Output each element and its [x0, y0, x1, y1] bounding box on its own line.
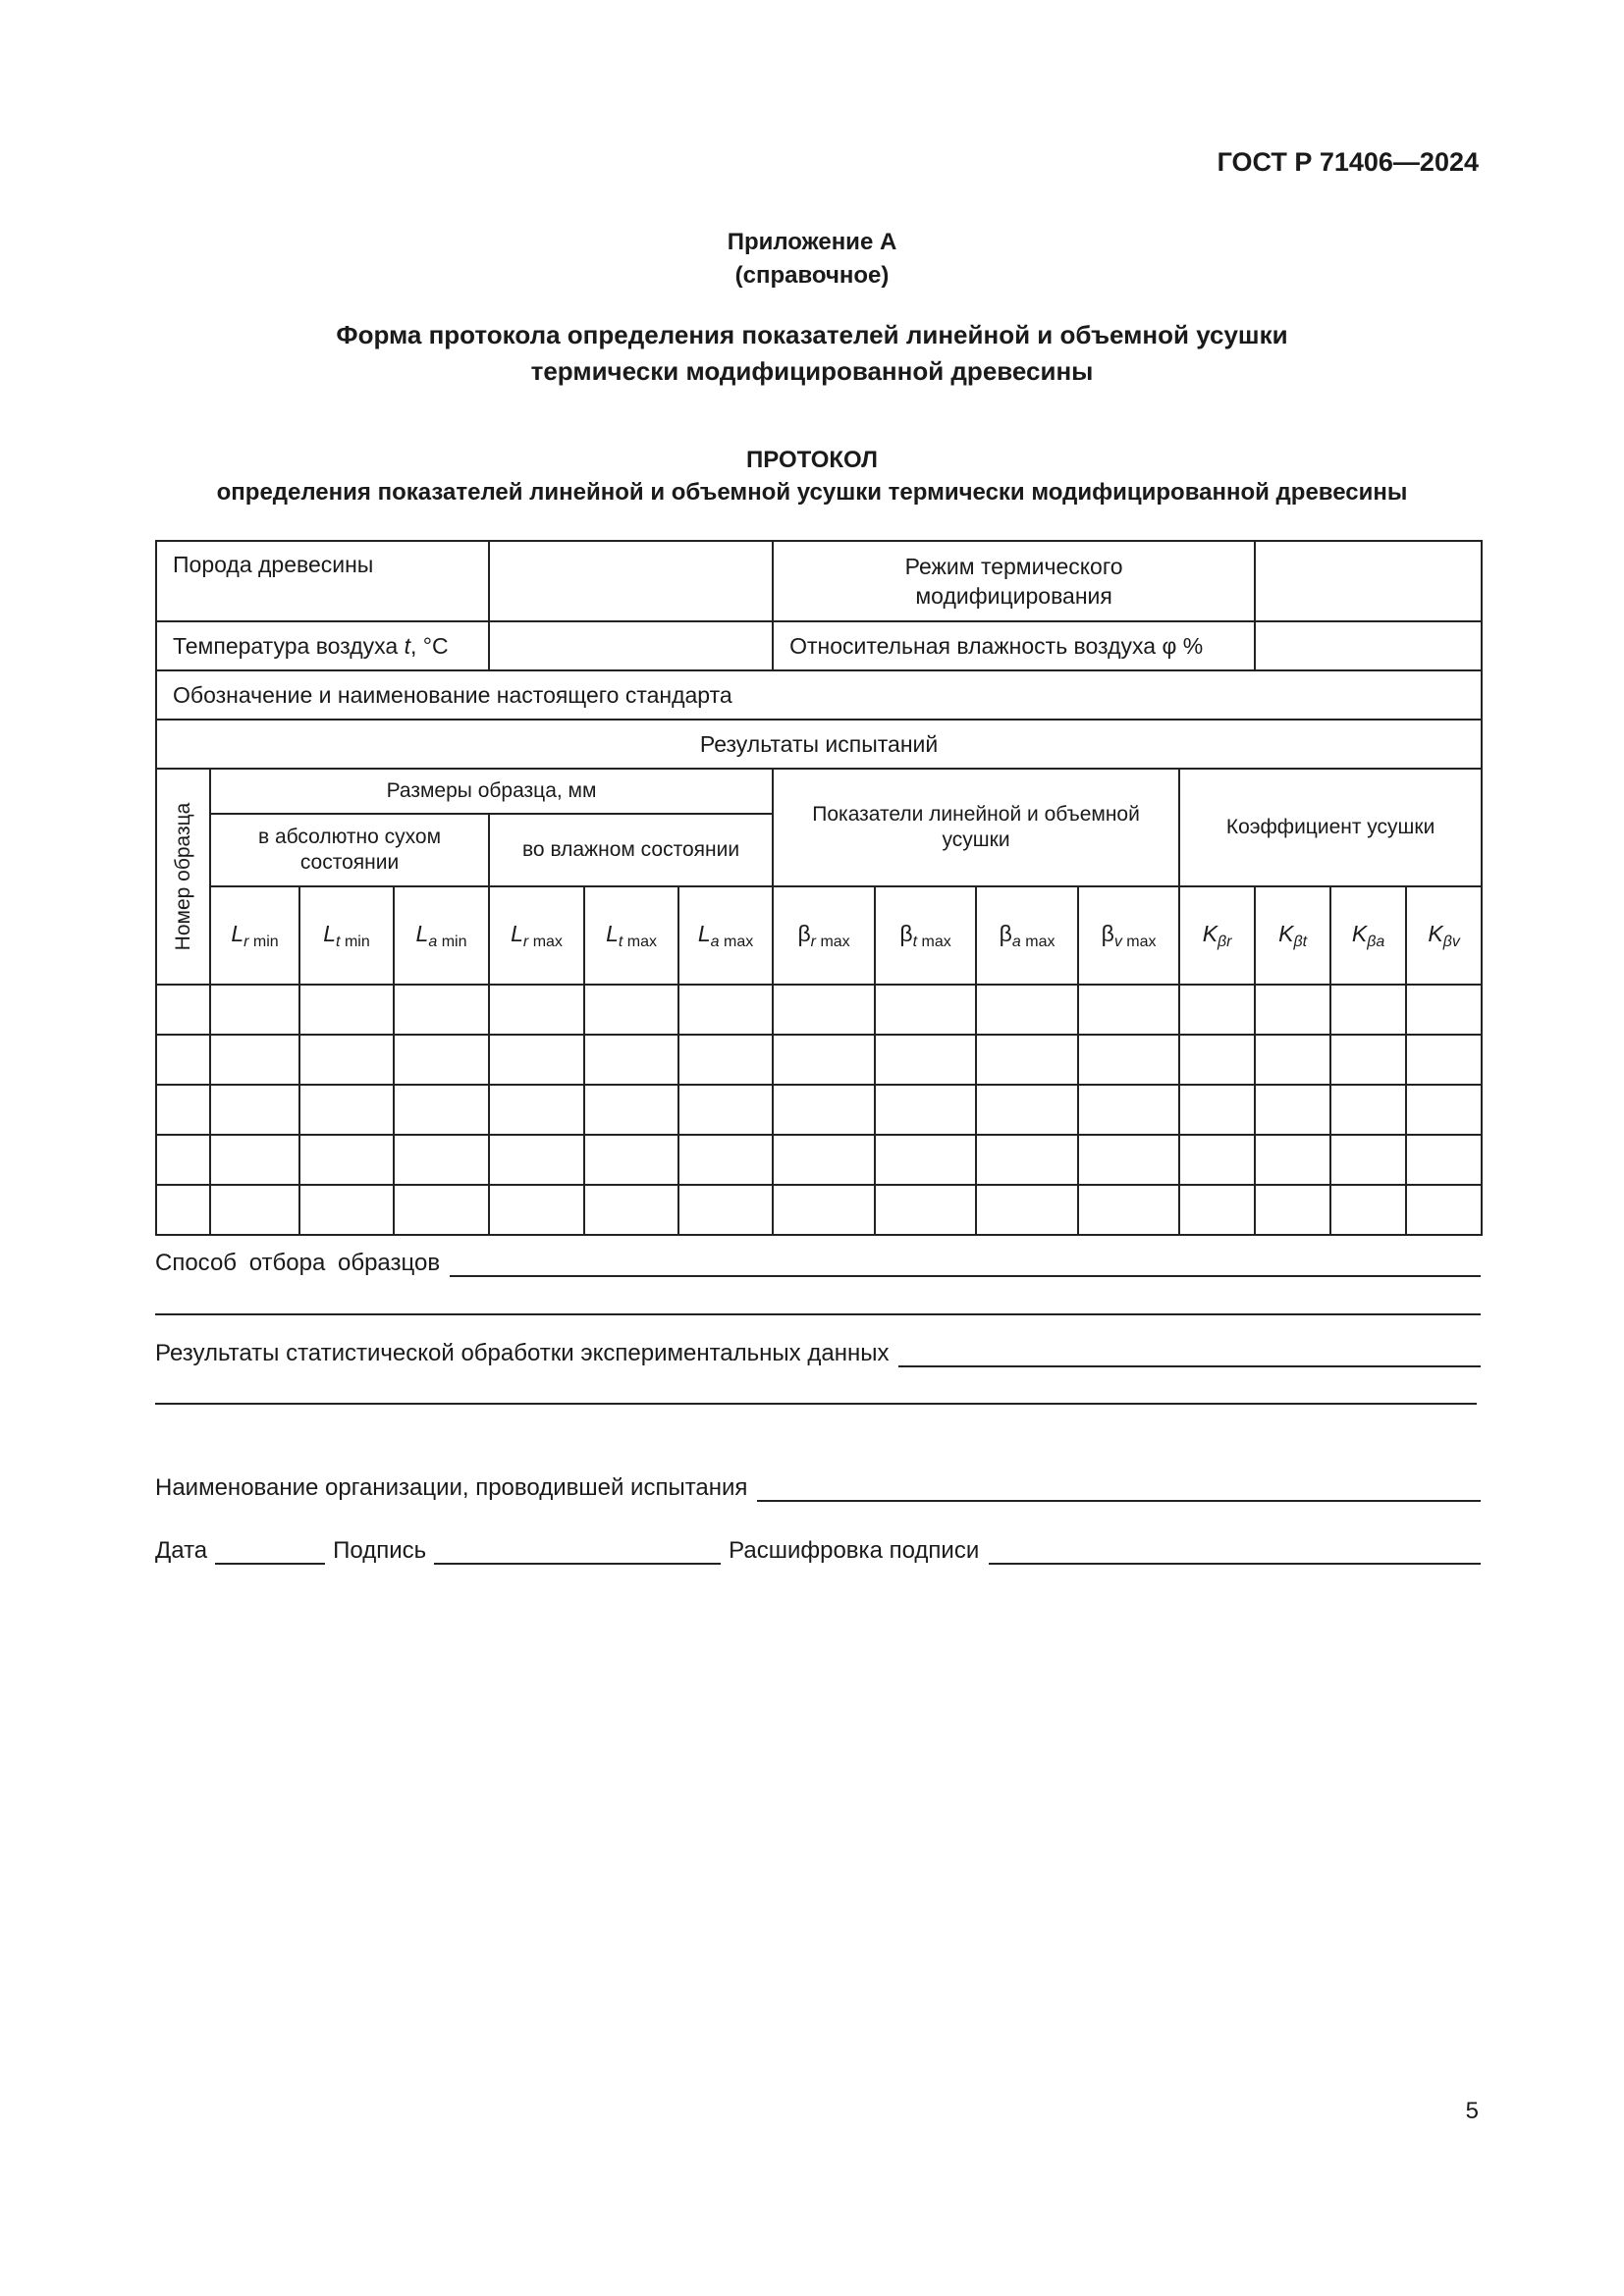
symbol-label — [697, 920, 754, 950]
table-cell[interactable] — [1179, 1035, 1255, 1085]
thermal-mode-value[interactable] — [1255, 541, 1482, 621]
table-cell[interactable] — [489, 1085, 584, 1135]
symbol-subscript-text: max — [528, 933, 563, 950]
table-cell[interactable] — [1406, 1135, 1482, 1185]
coefficient-header: Коэффициент усушки — [1179, 769, 1482, 886]
symbol-subscript-var: a — [428, 933, 438, 950]
table-row — [156, 1135, 1482, 1185]
symbol-subscript-text: max — [623, 933, 657, 950]
table-cell[interactable] — [1078, 1185, 1179, 1235]
symbol-subscript-text: max — [1121, 933, 1157, 950]
table-cell[interactable] — [1255, 1185, 1330, 1235]
air-temperature-label — [156, 621, 489, 670]
symbol-base: K — [1428, 920, 1443, 946]
symbol-base: β — [999, 920, 1012, 946]
table-cell[interactable] — [156, 1185, 210, 1235]
date-line[interactable] — [215, 1541, 325, 1565]
table-cell[interactable] — [1330, 1185, 1406, 1235]
table-cell[interactable] — [976, 1185, 1078, 1235]
humidity-value[interactable] — [1255, 621, 1482, 670]
table-row — [156, 985, 1482, 1035]
air-temp-suffix: , °С — [409, 632, 449, 659]
table-cell[interactable] — [976, 985, 1078, 1035]
table-cell[interactable] — [299, 1185, 394, 1235]
table-cell[interactable] — [1179, 1185, 1255, 1235]
symbol-label — [1202, 920, 1232, 950]
symbol-label — [999, 920, 1056, 950]
symbol-header-cell — [1406, 886, 1482, 985]
symbol-header-cell — [1078, 886, 1179, 985]
symbol-base: β — [899, 920, 913, 946]
symbol-subscript-text: max — [917, 933, 951, 950]
signature-row — [155, 1537, 1481, 1565]
table-cell[interactable] — [1179, 1135, 1255, 1185]
date-label: Дата — [155, 1537, 208, 1564]
table-cell[interactable] — [976, 1035, 1078, 1085]
symbol-subscript-var: βt — [1293, 933, 1308, 950]
air-temp-prefix: Температура воздуха — [173, 632, 405, 659]
symbol-subscript-var: t — [912, 933, 918, 950]
table-cell[interactable] — [1330, 1035, 1406, 1085]
appendix-note: (справочное) — [734, 262, 890, 289]
symbol-base: L — [606, 920, 619, 946]
table-cell[interactable] — [394, 985, 489, 1035]
table-cell[interactable] — [1406, 985, 1482, 1035]
table-cell[interactable] — [875, 1035, 976, 1085]
standard-label: Обозначение и наименование настоящего стандарта — [156, 670, 1482, 720]
table-cell[interactable] — [875, 1085, 976, 1135]
symbol-subscript — [1012, 934, 1056, 950]
table-cell[interactable] — [1078, 1085, 1179, 1135]
symbol-subscript — [711, 934, 754, 950]
table-cell[interactable] — [773, 1035, 875, 1085]
symbol-subscript — [523, 934, 563, 950]
shrinkage-line2: усушки — [942, 828, 1010, 851]
symbol-subscript — [428, 934, 466, 950]
table-cell[interactable] — [489, 985, 584, 1035]
symbol-label — [1351, 920, 1385, 950]
symbol-subscript-var: βa — [1367, 933, 1385, 950]
table-row — [156, 1185, 1482, 1235]
air-temperature-value[interactable] — [489, 621, 773, 670]
table-cell[interactable] — [156, 1035, 210, 1085]
table-cell[interactable] — [678, 985, 773, 1035]
table-cell[interactable] — [875, 1185, 976, 1235]
symbol-label — [606, 920, 657, 950]
wood-species-value[interactable] — [489, 541, 773, 621]
table-cell[interactable] — [1330, 1135, 1406, 1185]
table-cell[interactable] — [678, 1135, 773, 1185]
symbol-subscript-text: max — [816, 933, 850, 950]
table-cell[interactable] — [1179, 985, 1255, 1035]
symbol-base: β — [797, 920, 811, 946]
table-cell[interactable] — [489, 1035, 584, 1085]
table-cell[interactable] — [210, 1085, 299, 1135]
symbol-subscript-text: min — [248, 933, 279, 950]
table-cell[interactable] — [773, 1185, 875, 1235]
form-title-line1: Форма протокола определения показателей линейной и объемной усушки — [336, 320, 1288, 349]
table-cell[interactable] — [210, 1185, 299, 1235]
wet-state-header: во влажном состоянии — [489, 814, 773, 886]
table-cell[interactable] — [1255, 1035, 1330, 1085]
symbol-label — [1101, 920, 1157, 950]
symbol-subscript-var: v — [1113, 933, 1122, 950]
shrinkage-header — [773, 769, 1179, 886]
symbol-subscript-var: t — [618, 933, 623, 950]
sampling-method-line[interactable] — [450, 1254, 1481, 1277]
symbol-base: L — [697, 920, 711, 946]
symbol-subscript-var: r — [810, 933, 816, 950]
dry-state-line2: состоянии — [299, 851, 400, 874]
table-cell[interactable] — [1330, 985, 1406, 1035]
symbol-base: L — [511, 920, 523, 946]
symbol-label — [511, 920, 563, 950]
sampling-method-line2[interactable] — [155, 1313, 1481, 1315]
table-cell[interactable] — [773, 985, 875, 1035]
symbol-base: β — [1101, 920, 1114, 946]
symbol-header-cell — [1255, 886, 1330, 985]
form-title-line2: термически модифицированной древесины — [530, 356, 1094, 386]
table-row — [156, 1035, 1482, 1085]
symbol-subscript — [244, 934, 279, 950]
symbol-subscript — [619, 934, 657, 950]
organization-label: Наименование организации, проводившей испытания — [155, 1474, 748, 1501]
symbol-subscript — [811, 934, 850, 950]
symbol-subscript-var: t — [336, 933, 341, 950]
symbol-subscript-var: βv — [1442, 933, 1460, 950]
protocol-heading — [0, 444, 1624, 508]
symbol-base: L — [231, 920, 244, 946]
table-cell[interactable] — [678, 1185, 773, 1235]
symbol-subscript — [1367, 934, 1384, 950]
table-cell[interactable] — [210, 1135, 299, 1185]
symbol-header-cell — [299, 886, 394, 985]
dry-state-header — [210, 814, 489, 886]
table-cell[interactable] — [299, 1085, 394, 1135]
symbol-base: K — [1202, 920, 1218, 946]
symbol-header-cell — [976, 886, 1078, 985]
symbol-header-cell — [210, 886, 299, 985]
symbol-header-cell — [394, 886, 489, 985]
results-label: Результаты испытаний — [156, 720, 1482, 769]
page-number: 5 — [1465, 2098, 1479, 2124]
organization-line[interactable] — [757, 1478, 1481, 1502]
statistics-line[interactable] — [898, 1344, 1481, 1367]
symbol-header-cell — [678, 886, 773, 985]
table-cell[interactable] — [210, 1035, 299, 1085]
sampling-method-label: Способ отбора образцов — [155, 1250, 441, 1276]
table-cell[interactable] — [584, 1185, 678, 1235]
signature-decode-line[interactable] — [989, 1541, 1481, 1565]
symbol-label — [899, 920, 951, 950]
symbol-subscript — [1443, 934, 1460, 950]
symbol-subscript-var: r — [522, 933, 529, 950]
symbol-base: L — [323, 920, 337, 946]
symbol-subscript — [913, 934, 951, 950]
table-cell[interactable] — [976, 1135, 1078, 1185]
thermal-mode-line1: Режим термического — [904, 554, 1123, 579]
protocol-title: ПРОТОКОЛ — [746, 447, 878, 473]
table-cell[interactable] — [489, 1185, 584, 1235]
sample-sizes-header: Размеры образца, мм — [210, 769, 773, 814]
table-cell[interactable] — [1406, 1185, 1482, 1235]
table-row — [156, 1085, 1482, 1135]
symbol-subscript-text: min — [340, 933, 370, 950]
symbol-label — [415, 920, 467, 950]
table-cell[interactable] — [773, 1135, 875, 1185]
table-cell[interactable] — [156, 1135, 210, 1185]
table-cell[interactable] — [584, 1085, 678, 1135]
symbol-label — [1428, 920, 1460, 950]
symbol-label — [323, 920, 370, 950]
table-cell[interactable] — [299, 1135, 394, 1185]
symbol-subscript-text: min — [437, 933, 467, 950]
symbol-subscript-var: a — [710, 933, 720, 950]
statistics-row — [155, 1340, 1481, 1367]
symbol-base: L — [415, 920, 429, 946]
table-cell[interactable] — [489, 1135, 584, 1185]
table-cell[interactable] — [210, 985, 299, 1035]
table-cell[interactable] — [584, 1135, 678, 1185]
sample-number-header — [156, 769, 210, 985]
organization-row — [155, 1474, 1481, 1502]
symbol-subscript — [336, 934, 370, 950]
symbol-header-cell — [875, 886, 976, 985]
signature-label: Подпись — [333, 1537, 427, 1564]
table-cell[interactable] — [1406, 1085, 1482, 1135]
table-cell[interactable] — [1255, 985, 1330, 1035]
table-cell[interactable] — [1330, 1085, 1406, 1135]
appendix-heading — [0, 226, 1624, 293]
symbol-label — [797, 920, 850, 950]
table-cell[interactable] — [299, 985, 394, 1035]
table-cell[interactable] — [299, 1035, 394, 1085]
statistics-line2[interactable] — [155, 1403, 1477, 1405]
document-code: ГОСТ Р 71406—2024 — [1217, 147, 1479, 177]
table-cell[interactable] — [156, 985, 210, 1035]
table-cell[interactable] — [394, 1035, 489, 1085]
table-cell[interactable] — [1255, 1135, 1330, 1185]
symbol-header-cell — [1179, 886, 1255, 985]
table-cell[interactable] — [394, 1085, 489, 1135]
symbol-header-cell — [773, 886, 875, 985]
symbol-subscript-var: r — [244, 933, 249, 950]
table-cell[interactable] — [394, 1135, 489, 1185]
table-cell[interactable] — [1078, 1035, 1179, 1085]
symbol-base: K — [1351, 920, 1368, 946]
protocol-subtitle: определения показателей линейной и объемной усушки термически модифицированной древесины — [216, 479, 1408, 506]
wood-species-label: Порода древесины — [156, 541, 489, 621]
signature-line[interactable] — [434, 1541, 721, 1565]
table-cell[interactable] — [1078, 1135, 1179, 1185]
protocol-table — [155, 540, 1483, 1236]
table-cell[interactable] — [1406, 1035, 1482, 1085]
humidity-label: Относительная влажность воздуха φ % — [773, 621, 1255, 670]
symbol-header-cell — [584, 886, 678, 985]
symbol-header-cell — [1330, 886, 1406, 985]
table-cell[interactable] — [584, 985, 678, 1035]
table-cell[interactable] — [773, 1085, 875, 1135]
symbol-subscript — [1294, 934, 1308, 950]
table-cell[interactable] — [1255, 1085, 1330, 1135]
table-cell[interactable] — [394, 1185, 489, 1235]
table-cell[interactable] — [875, 1135, 976, 1185]
symbol-subscript-var: a — [1011, 933, 1021, 950]
thermal-mode-line2: модифицирования — [915, 583, 1112, 609]
table-cell[interactable] — [1179, 1085, 1255, 1135]
form-title — [0, 317, 1624, 390]
table-cell[interactable] — [976, 1085, 1078, 1135]
symbol-subscript — [1114, 934, 1157, 950]
symbol-subscript-text: max — [719, 933, 754, 950]
table-cell[interactable] — [678, 1035, 773, 1085]
symbol-subscript-text: max — [1020, 933, 1056, 950]
table-cell[interactable] — [156, 1085, 210, 1135]
table-cell[interactable] — [584, 1035, 678, 1085]
dry-state-line1: в абсолютно сухом — [257, 826, 442, 848]
symbol-subscript — [1218, 934, 1231, 950]
thermal-mode-label — [773, 541, 1255, 621]
shrinkage-line1: Показатели линейной и объемной — [812, 803, 1140, 826]
air-temp-var: t — [404, 632, 410, 659]
signature-decode-label: Расшифровка подписи — [729, 1537, 980, 1564]
table-cell[interactable] — [1078, 985, 1179, 1035]
symbol-subscript-var: βr — [1218, 933, 1232, 950]
statistics-label: Результаты статистической обработки экспериментальных данных — [155, 1340, 890, 1366]
symbol-base: K — [1278, 920, 1294, 946]
sampling-method-row — [155, 1250, 1481, 1277]
symbol-label — [231, 920, 279, 950]
table-cell[interactable] — [875, 985, 976, 1035]
table-cell[interactable] — [678, 1085, 773, 1135]
sample-number-label: Номер образца — [171, 802, 194, 951]
appendix-title: Приложение А — [727, 229, 897, 255]
symbol-label — [1278, 920, 1308, 950]
symbol-header-cell — [489, 886, 584, 985]
